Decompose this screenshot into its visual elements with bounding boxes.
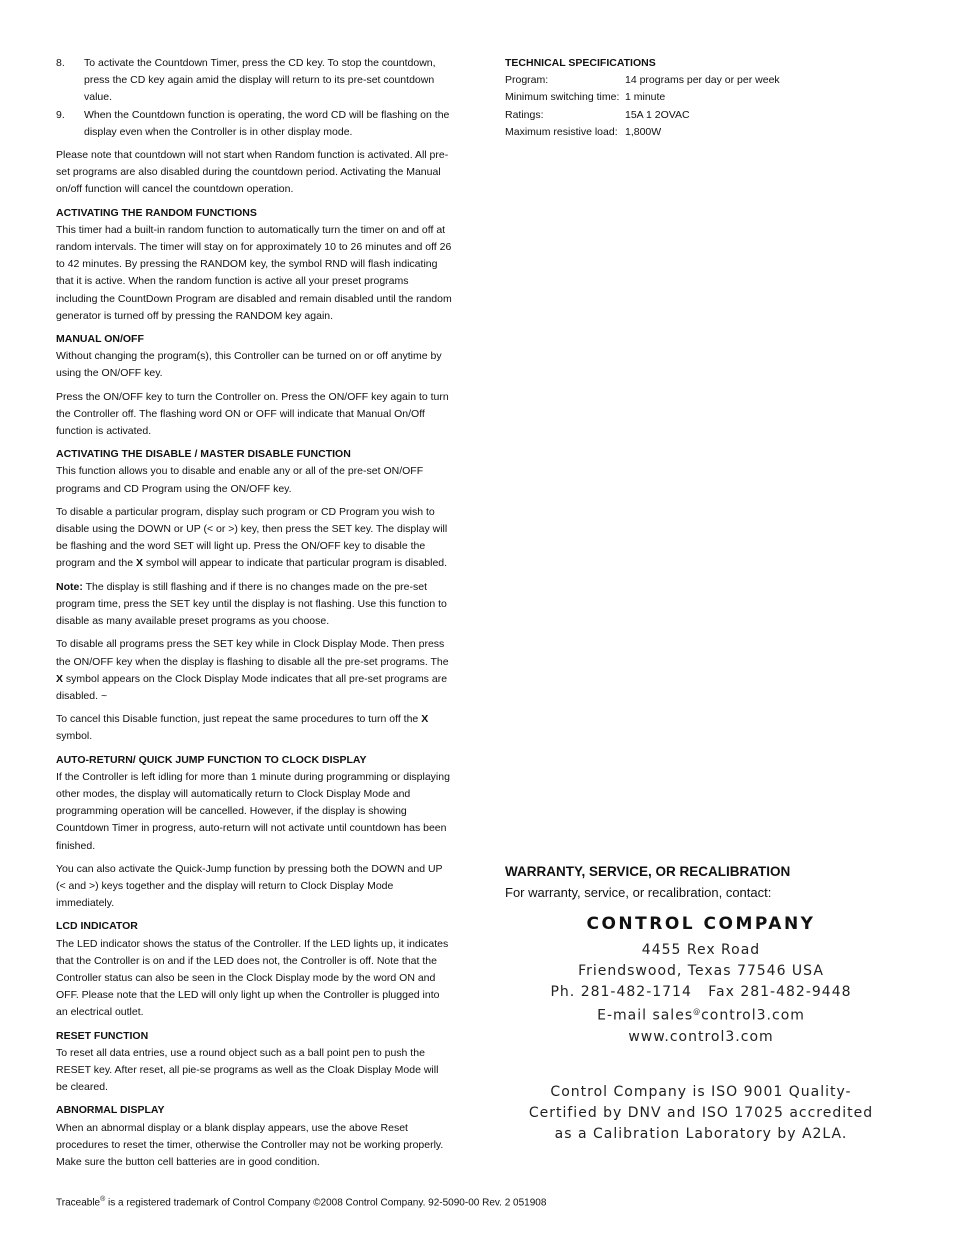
text-run: To disable a particular program, display such program or CD Program you wish to disable using the DOWN or UP (< or >) key, then press the SET key. The display will be flashing and the word SET will light up. Press the ON/OFF key to disable the program and the <box>56 505 448 570</box>
iso-line-2: Certified by DNV and ISO 17025 accredited <box>528 1105 874 1121</box>
fax-number: Fax 281-482-9448 <box>708 983 852 1000</box>
abnormal-heading: ABNORMAL DISPLAY <box>56 1104 165 1117</box>
text-run: symbol. <box>56 730 93 743</box>
footer-trademark <box>56 1196 896 1208</box>
spec-value: 1,800W <box>625 125 662 138</box>
spec-value: 1 minute <box>625 91 666 104</box>
email-line[interactable] <box>505 1002 897 1026</box>
abnormal-section <box>56 1102 452 1171</box>
disable-paragraph-4 <box>56 636 452 705</box>
warranty-subtext: For warranty, service, or recalibration, contact: <box>505 885 772 900</box>
table-row <box>505 89 780 106</box>
random-section <box>56 205 452 325</box>
table-row <box>505 107 780 124</box>
spec-key: Maximum resistive load: <box>505 125 618 138</box>
phone-number: Ph. 281-482-1714 <box>550 983 692 1000</box>
iso-line-3: as a Calibration Laboratory by A2LA. <box>554 1126 848 1142</box>
list-number: 9. <box>56 108 65 121</box>
disable-section <box>56 446 452 745</box>
email-text: E-mail sales <box>597 1008 694 1025</box>
email-at: @ <box>693 1008 702 1017</box>
iso-statement <box>505 1082 897 1145</box>
specs-heading: TECHNICAL SPECIFICATIONS <box>505 57 656 69</box>
autoreturn-section <box>56 752 452 913</box>
lcd-section <box>56 918 452 1021</box>
registered-mark: ® <box>100 1196 106 1203</box>
reset-paragraph: To reset all data entries, use a round object such as a ball point pen to push the RESET key. After reset, all pie-se programs as well as the Cloak Display Mode will be cleared. <box>56 1046 439 1094</box>
list-item <box>56 107 452 141</box>
x-symbol: X <box>56 672 64 685</box>
iso-line-1: Control Company is ISO 9001 Quality- <box>550 1084 852 1100</box>
warranty-heading: WARRANTY, SERVICE, OR RECALIBRATION <box>505 864 791 879</box>
text-run: To disable all programs press the SET key while in Clock Display Mode. Then press the ON/OFF key when the display is flashing to disable all the pre-set programs. The <box>56 638 449 668</box>
disable-note <box>56 579 452 631</box>
disable-paragraph-5 <box>56 711 452 745</box>
x-symbol: X <box>421 713 429 726</box>
note-label: Note: <box>56 580 83 593</box>
countdown-note: Please note that countdown will not start when Random function is activated. All pre-set programs are also disabled during the countdown period. Activating the Manual on/off function will cancel the countdown operation. <box>56 149 449 196</box>
website-link[interactable]: www.control3.com <box>628 1028 774 1045</box>
address-line-2: Friendswood, Texas 77546 USA <box>578 962 824 979</box>
numbered-list <box>56 55 452 141</box>
email-domain: control3.com <box>701 1008 805 1025</box>
spec-key: Program: <box>505 74 549 87</box>
specs-table <box>505 72 780 141</box>
text-run: symbol appears on the Clock Display Mode indicates that all pre-set programs are disabled. ~ <box>56 672 448 702</box>
list-number: 8. <box>56 57 65 69</box>
address-line-1: 4455 Rex Road <box>641 942 761 958</box>
right-column <box>505 55 905 141</box>
spec-key: Minimum switching time: <box>505 91 620 104</box>
spec-value: 14 programs per day or per week <box>625 74 780 87</box>
footer-brand: Traceable <box>56 1197 101 1209</box>
manual-paragraph-1: Without changing the program(s), this Controller can be turned on or off anytime by using the ON/OFF key. <box>56 350 442 380</box>
table-row <box>505 72 780 89</box>
manual-heading: MANUAL ON/OFF <box>56 333 144 346</box>
disable-paragraph-2 <box>56 504 452 573</box>
text-run: To cancel this Disable function, just repeat the same procedures to turn off the <box>56 713 422 726</box>
list-item <box>56 55 452 107</box>
left-column <box>56 55 452 1177</box>
list-text: To activate the Countdown Timer, press the CD key. To stop the countdown, press the CD key again amid the display will return to its pre-set countdown value. <box>84 57 436 104</box>
random-heading: ACTIVATING THE RANDOM FUNCTIONS <box>56 206 257 219</box>
autoreturn-heading: AUTO-RETURN/ QUICK JUMP FUNCTION TO CLOCK DISPLAY <box>56 753 367 766</box>
company-contact <box>505 914 897 1048</box>
table-row <box>505 124 780 141</box>
disable-paragraph-1: This function allows you to disable and enable any or all of the pre-set ON/OFF programs and CD Program using the ON/OFF key. <box>56 465 424 495</box>
manual-section <box>56 331 452 440</box>
note-text: The display is still flashing and if there is no changes made on the pre-set program time, press the SET key until the display is not flashing. Use this function to disable as many available preset programs as you choose. <box>56 580 447 628</box>
lcd-heading: LCD INDICATOR <box>56 920 138 933</box>
lcd-paragraph: The LED indicator shows the status of the Controller. If the LED lights up, it indicates that the Controller is on and if the LED does not, the Controller is off. Note that the Controller status can also be seen in the Clock Display mode by the word ON and OFF. Please note that the LED will only light up when the Controller is plugged into an electrical outlet. <box>56 937 449 1019</box>
warranty-block <box>505 864 905 900</box>
disable-heading: ACTIVATING THE DISABLE / MASTER DISABLE FUNCTION <box>56 448 351 461</box>
x-symbol: X <box>135 557 143 570</box>
footer-text: is a registered trademark of Control Company ©2008 Control Company. 92-5090-00 Rev. 2 051908 <box>105 1197 547 1209</box>
list-text: When the Countdown function is operating, the word CD will be flashing on the display even when the Controller is in other display mode. <box>84 108 450 138</box>
reset-section <box>56 1028 452 1097</box>
spec-key: Ratings: <box>505 108 544 121</box>
company-name: CONTROL COMPANY <box>586 914 816 934</box>
autoreturn-paragraph-2: You can also activate the Quick-Jump function by pressing both the DOWN and UP (< and >) keys together and the display will return to Clock Display Mode immediately. <box>56 862 443 910</box>
phone-fax-line <box>505 982 897 1003</box>
spec-value: 15A 1 2OVAC <box>625 108 690 121</box>
reset-heading: RESET FUNCTION <box>56 1029 149 1042</box>
text-run: symbol will appear to indicate that particular program is disabled. <box>142 557 448 570</box>
abnormal-paragraph: When an abnormal display or a blank display appears, use the above Reset procedures to reset the timer, otherwise the Controller may not be working properly. Make sure the button cell batteries are in good condition. <box>56 1121 444 1168</box>
manual-paragraph-2: Press the ON/OFF key to turn the Controller on. Press the ON/OFF key again to turn the Controller off. The flashing word ON or OFF will indicate that Manual On/Off function is activated. <box>56 390 449 438</box>
random-paragraph: This timer had a built-in random function to automatically turn the timer on and off at random intervals. The timer will stay on for approximately 10 to 26 minutes and off 26 to 42 minutes. By pressing the RANDOM key, the symbol RND will flash indicating that it is active. When the random function is active all your preset programs including the CountDown Program are disabled and remain disabled until the random generator is turned off by pressing the RANDOM key again. <box>56 223 452 322</box>
autoreturn-paragraph-1: If the Controller is left idling for more than 1 minute during programming or displaying other modes, the display will automatically return to Clock Display Mode and programming operation will be cancelled. However, if the display is showing Countdown Timer in progress, auto-return will not activate until countdown has been finished. <box>56 770 450 852</box>
